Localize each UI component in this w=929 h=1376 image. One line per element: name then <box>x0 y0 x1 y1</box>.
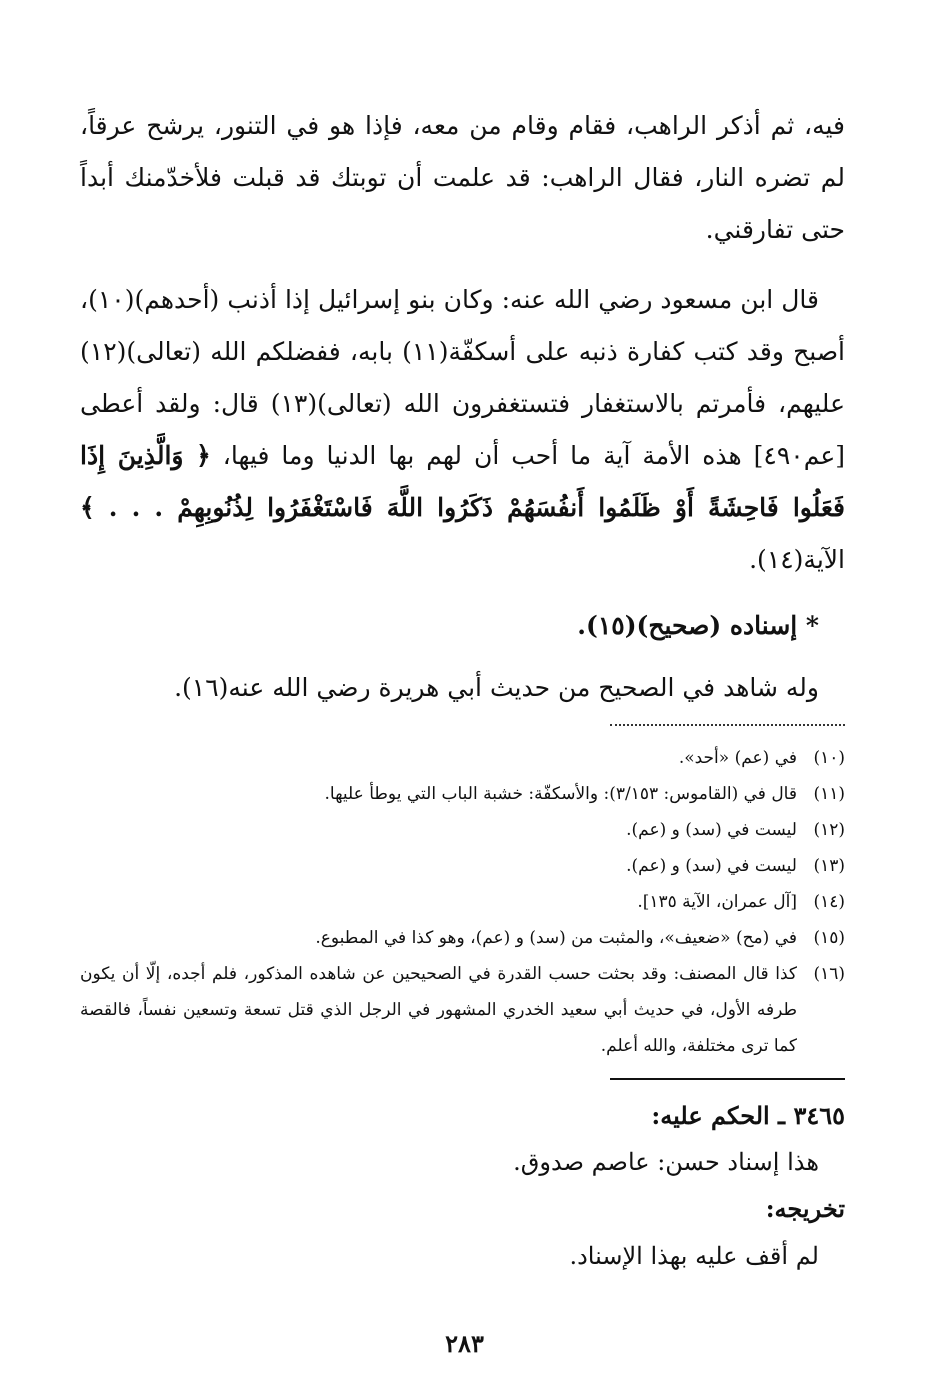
footnote-text: ليست في (سد) و (عم). <box>626 856 797 876</box>
footnote-item <box>80 884 845 920</box>
book-page <box>80 100 845 1316</box>
footnote-number: (١٦) <box>813 964 845 984</box>
main-paragraph-1: فيه، ثم أذكر الراهب، فقام وقام من معه، فإذا هو في التنور، يرشح عرقاً، لم تضره النار، فقال الراهب: قد علمت أن توبتك قد قبلت فلأخدّمنك أبداً حتى تفارقني. <box>80 111 845 244</box>
footnote-number: (١٢) <box>813 820 845 840</box>
takhrij-heading: تخريجه: <box>765 1194 845 1223</box>
paragraph-2-ending: الآية(١٤). <box>749 545 845 574</box>
takhrij-text: لم أقف عليه بهذا الإسناد. <box>569 1242 819 1270</box>
isnad-verdict: * إسناده (صحيح)(١٥). <box>577 611 819 640</box>
footnote-item <box>80 740 845 776</box>
footnote-number: (١٠) <box>813 748 845 768</box>
footnote-text: [آل عمران، الآية ١٣٥]. <box>637 892 797 912</box>
footnotes-list <box>80 740 845 1064</box>
footnote-item <box>80 776 845 812</box>
footnote-item <box>80 848 845 884</box>
footnote-number: (١٥) <box>813 928 845 948</box>
footnote-text: كذا قال المصنف: وقد بحثت حسب القدرة في الصحيحين عن شاهده المذكور، فلم أجده، إلّا أن يكون طرفه الأول، في حديث أبي سعيد الخدري المشهور في الرجل الذي قتل تسعة وتسعين نفساً، فالقصة كما ترى مختلفة، والله أعلم. <box>80 964 797 1056</box>
footnote-separator-dotted <box>610 724 845 726</box>
footnote-text: قال في (القاموس: ٣/١٥٣): والأسكفّة: خشبة الباب التي يوطأ عليها. <box>324 784 797 804</box>
footnote-text: ليست في (سد) و (عم). <box>626 820 797 840</box>
ruling-heading: ٣٤٦٥ ـ الحكم عليه: <box>651 1101 845 1130</box>
footnote-text: في (مح) «ضعيف»، والمثبت من (سد) و (عم)، وهو كذا في المطبوع. <box>315 928 797 948</box>
ruling-text: هذا إسناد حسن: عاصم صدوق. <box>513 1148 819 1176</box>
footnote-number: (١٣) <box>813 856 845 876</box>
witness-note: وله شاهد في الصحيح من حديث أبي هريرة رضي الله عنه(١٦). <box>174 673 819 702</box>
footnote-text: في (عم) «أحد». <box>678 748 797 768</box>
footnote-item <box>80 956 845 1064</box>
footnote-item <box>80 812 845 848</box>
section-separator-line <box>610 1078 845 1080</box>
main-paragraph-2 <box>80 274 845 586</box>
page-number: ٢٨٣ <box>445 1329 484 1358</box>
footnote-item <box>80 920 845 956</box>
footnote-number: (١١) <box>813 784 845 804</box>
footnote-number: (١٤) <box>813 892 845 912</box>
quran-verse: ﴿ وَالَّذِينَ إِذَا فَعَلُوا فَاحِشَةً أَوْ ظَلَمُوا أَنفُسَهُمْ ذَكَرُوا اللَّهَ فَاسْتَغْفَرُوا لِذُنُوبِهِمْ . . . ﴾ <box>80 441 845 522</box>
paragraph-2-text: قال ابن مسعود رضي الله عنه: وكان بنو إسرائيل إذا أذنب (أحدهم)(١٠)، أصبح وقد كتب كفارة ذنبه على أسكفّة(١١) بابه، ففضلكم الله (تعالى)(١٢) عليهم، فأمرتم بالاستغفار فتستغفرون الله (تعالى)(١٣) قال: ولقد أعطى [عم٤٩٠] هذه الأمة آية ما أحب أن لهم بها الدنيا وما فيها، <box>80 285 846 470</box>
